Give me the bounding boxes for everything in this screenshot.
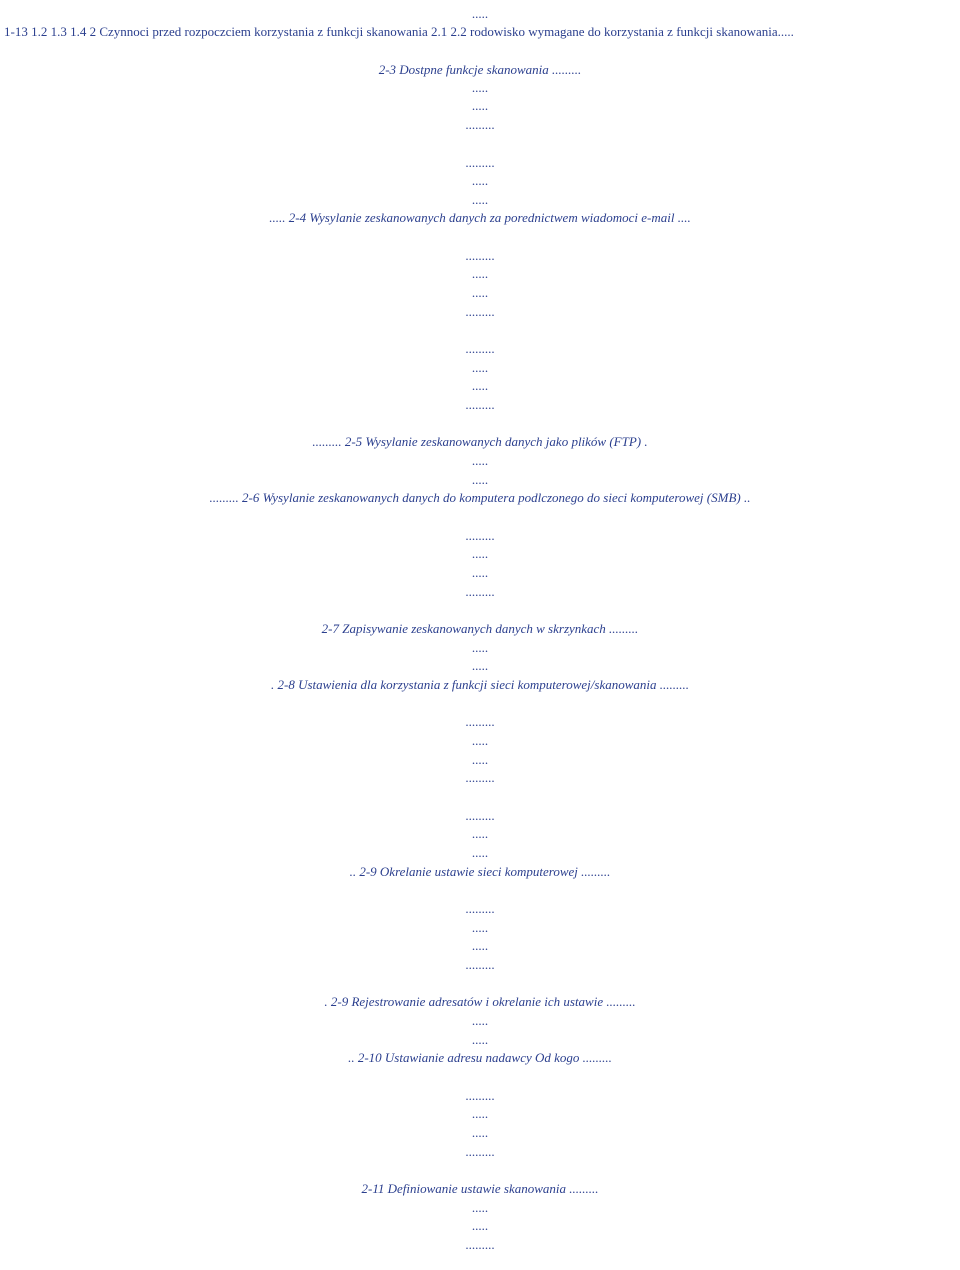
toc-line: 2-3 Dostpne funkcje skanowania ......... [378,62,582,77]
toc-line: ..... [471,1200,489,1215]
toc-line: . 2-9 Rejestrowanie adresatów i okrelanie ich ustawie ......... [324,994,636,1009]
toc-line: ..... [471,845,489,860]
toc-line: ..... [471,938,489,953]
toc-line: ......... [465,957,495,972]
toc-line: ......... [465,397,495,412]
toc-line: ......... [465,117,495,132]
toc-line: 2-11 Definiowanie ustawie skanowania ......... [361,1181,599,1196]
toc-line: ......... [465,901,495,916]
toc-line: ......... [465,714,495,729]
toc-line: ..... [471,1218,489,1233]
toc-line: ..... [471,1013,489,1028]
toc-line: ......... [465,248,495,263]
toc-line: ..... [471,658,489,673]
toc-line: ..... [471,80,489,95]
toc-line: ..... [471,752,489,767]
toc-line: 2-7 Zapisywanie zeskanowanych danych w skrzynkach ......... [321,621,639,636]
toc-line: ..... [471,360,489,375]
toc-line: ..... [471,192,489,207]
toc-line: ......... [465,304,495,319]
toc-line: ..... [471,266,489,281]
toc-line: ..... 2-4 Wysylanie zeskanowanych danych za porednictwem wiadomoci e-mail .... [269,210,691,225]
toc-line: ..... [471,565,489,580]
toc-line: ......... [465,1088,495,1103]
toc-line: ......... [465,770,495,785]
toc-line: ......... [465,808,495,823]
toc-line: .. 2-10 Ustawianie adresu nadawcy Od kogo ......... [348,1050,612,1065]
toc-line: ..... [471,546,489,561]
toc-line: . 2-8 Ustawienia dla korzystania z funkcji sieci komputerowej/skanowania ......... [270,677,689,692]
toc-line: ..... [471,472,489,487]
toc-line: ......... [465,341,495,356]
toc-line: ......... [465,155,495,170]
toc-line: ..... [471,453,489,468]
toc-line: ..... [471,173,489,188]
toc-line: ......... [465,1144,495,1159]
toc-line: ..... [471,378,489,393]
toc-line: ..... [471,640,489,655]
toc-line: ..... [471,1032,489,1047]
toc-line: ..... [471,826,489,841]
toc-line: ......... [465,528,495,543]
toc-line: ..... [471,1125,489,1140]
toc-line: ..... [471,920,489,935]
toc-line: .. 2-9 Okrelanie ustawie sieci komputerowej ......... [349,864,611,879]
toc-line: ......... [465,584,495,599]
toc-line: ......... [465,1237,495,1252]
toc-line: 1-13 1.2 1.3 1.4 2 Czynnoci przed rozpoczciem korzystania z funkcji skanowania 2.1 2.2 rodowisko wymagane do korzystania z funkcji skanowania..... [4,24,794,39]
toc-line: ..... [471,98,489,113]
toc-line: ..... [471,1106,489,1121]
toc-line: ......... 2-6 Wysylanie zeskanowanych danych do komputera podlczonego do sieci komputerowej (SMB) .. [209,490,751,505]
toc-line: ..... [471,733,489,748]
toc-line: ..... [471,285,489,300]
toc-line: ..... [471,6,489,21]
toc-line: ......... 2-5 Wysylanie zeskanowanych danych jako plików (FTP) . [312,434,648,449]
